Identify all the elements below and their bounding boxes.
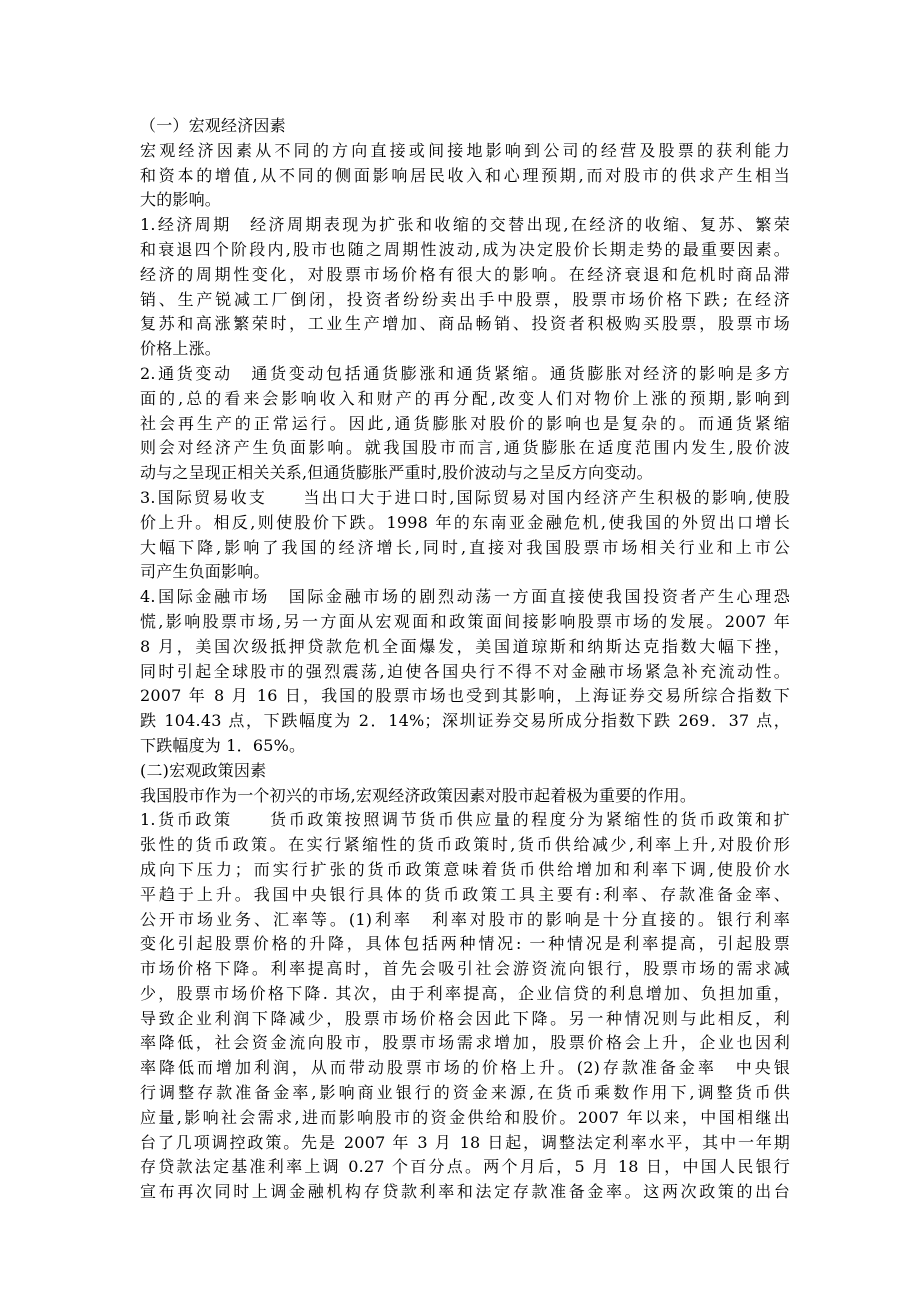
text-line: 率降低，社会资金流向股市，股票市场需求增加，股票价格会上升，企业也因利: [140, 1033, 790, 1053]
text-line: 张性的货币政策。在实行紧缩性的货币政策时,货币供给减少,利率上升,对股价形: [140, 835, 790, 855]
text-line: 大的影响。: [140, 190, 222, 210]
text-line: 宣布再次同时上调金融机构存贷款利率和法定存款准备金率。这两次政策的出台: [140, 1182, 790, 1202]
text-line: 平趋于上升。我国中央银行具体的货币政策工具主要有:利率、存款准备金率、: [140, 884, 790, 904]
document-body: [140, 114, 790, 1205]
text-line: 台了几项调控政策。先是 2007 年 3 月 18 日起，调整法定利率水平，其中一年期: [140, 1132, 790, 1152]
text-line: (二)宏观政策因素: [140, 760, 267, 780]
text-line: 少，股票市场价格下降. 其次，由于利率提高，企业信贷的利息增加、负担加重，: [140, 983, 790, 1003]
text-line: 行调整存款准备金率,影响商业银行的资金来源,在货币乘数作用下,调整货币供: [140, 1083, 790, 1103]
text-line: 公开市场业务、汇率等。(1)利率 利率对股市的影响是十分直接的。银行利率: [140, 909, 790, 929]
text-line: 大幅下降,影响了我国的经济增长,同时,直接对我国股票市场相关行业和上市公: [140, 537, 790, 557]
text-line: 存贷款法定基准利率上调 0.27 个百分点。两个月后，5 月 18 日，中国人民银行: [140, 1157, 790, 1177]
text-line: 动与之呈现正相关关系,但通货膨胀严重时,股价波动与之呈反方向变动。: [140, 463, 653, 483]
text-line: 同时引起全球股市的强烈震荡,迫使各国央行不得不对金融市场紧急补充流动性。: [140, 661, 790, 681]
text-line: 变化引起股票价格的升降，具体包括两种情况: 一种情况是利率提高，引起股票: [140, 934, 790, 954]
text-line: 3.国际贸易收支 当出口大于进口时,国际贸易对国内经济产生积极的影响,使股: [140, 487, 790, 507]
text-line: 率降低而增加利润，从而带动股票市场的价格上升。(2)存款准备金率 中央银: [140, 1058, 790, 1078]
text-line: 经济的周期性变化，对股票市场价格有很大的影响。在经济衰退和危机时商品滞: [140, 264, 790, 284]
text-line: 应量,影响社会需求,进而影响股市的资金供给和股价。2007 年以来，中国相继出: [140, 1107, 790, 1127]
text-line: 宏观经济因素从不同的方向直接或间接地影响到公司的经营及股票的获利能力: [140, 140, 790, 160]
text-line: 跌 104.43 点，下跌幅度为 2．14%；深圳证券交易所成分指数下跌 269．37 点，: [140, 711, 790, 731]
text-line: 价格上涨。: [140, 339, 222, 359]
text-line: 复苏和高涨繁荣时，工业生产增加、商品畅销、投资者积极购买股票，股票市场: [140, 314, 790, 334]
text-line: 价上升。相反,则使股价下跌。1998 年的东南亚金融危机,使我国的外贸出口增长: [140, 512, 790, 532]
text-line: 则会对经济产生负面影响。就我国股市而言,通货膨胀在适度范围内发生,股价波: [140, 438, 790, 458]
text-line: 导致企业利润下降减少，股票市场价格会因此下降。另一种情况则与此相反，利: [140, 1008, 790, 1028]
text-line: 1.经济周期 经济周期表现为扩张和收缩的交替出现,在经济的收缩、复苏、繁荣: [140, 215, 790, 235]
text-line: 和衰退四个阶段内,股市也随之周期性波动,成为决定股价长期走势的最重要因素。: [140, 239, 790, 259]
text-line: 司产生负面影响。: [140, 562, 270, 582]
text-line: 2007 年 8 月 16 日，我国的股票市场也受到其影响，上海证券交易所综合指数下: [140, 686, 790, 706]
text-line: 销、生产锐减工厂倒闭，投资者纷纷卖出手中股票，股票市场价格下跌; 在经济: [140, 289, 790, 309]
text-line: 市场价格下降。利率提高时，首先会吸引社会游资流向银行，股票市场的需求减: [140, 959, 790, 979]
text-line: 下跌幅度为 1．65%。: [140, 735, 306, 755]
text-line: 慌,影响股票市场,另一方面从宏观面和政策面间接影响股票市场的发展。2007 年: [140, 611, 790, 631]
text-line: （一）宏观经济因素: [140, 116, 286, 135]
text-line: 成向下压力；而实行扩张的货币政策意味着货币供给增加和利率下调,使股价水: [140, 859, 790, 879]
text-line: 社会再生产的正常运行。因此,通货膨胀对股价的影响也是复杂的。而通货紧缩: [140, 413, 790, 433]
text-line: 8 月，美国次级抵押贷款危机全面爆发，美国道琼斯和纳斯达克指数大幅下挫，: [140, 636, 790, 656]
text-line: 1.货币政策 货币政策按照调节货币供应量的程度分为紧缩性的货币政策和扩: [140, 810, 790, 830]
text-line: 和资本的增值,从不同的侧面影响居民收入和心理预期,而对股市的供求产生相当: [140, 165, 790, 185]
text-line: 面的,总的看来会影响收入和财产的再分配,改变人们对物价上涨的预期,影响到: [140, 388, 790, 408]
text-line: 2.通货变动 通货变动包括通货膨涨和通货紧缩。通货膨胀对经济的影响是多方: [140, 363, 790, 383]
text-line: 我国股市作为一个初兴的市场,宏观经济政策因素对股市起着极为重要的作用。: [140, 785, 697, 805]
text-line: 4.国际金融市场 国际金融市场的剧烈动荡一方面直接使我国投资者产生心理恐: [140, 587, 790, 607]
